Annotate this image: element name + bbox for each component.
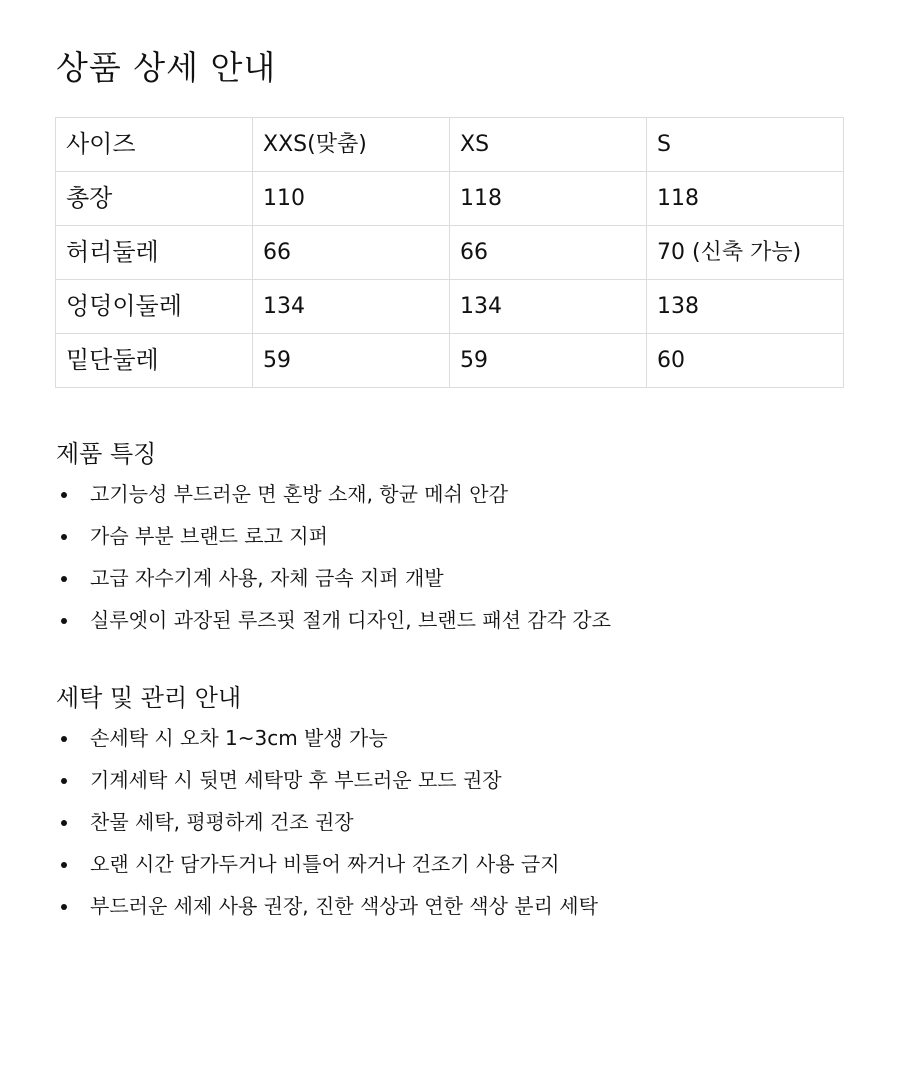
features-list xyxy=(56,473,856,641)
table-cell: 134 xyxy=(253,280,450,334)
table-row xyxy=(56,172,844,226)
list-item-text: 실루엣이 과장된 루즈핏 절개 디자인, 브랜드 패션 감각 강조 xyxy=(90,608,611,632)
list-item-text: 오랜 시간 담가두거나 비틀어 짜거나 건조기 사용 금지 xyxy=(90,852,560,876)
table-header-cell: 사이즈 xyxy=(56,118,253,172)
list-item-text: 고급 자수기계 사용, 자체 금속 지퍼 개발 xyxy=(90,566,444,590)
table-cell: 59 xyxy=(450,334,647,388)
table-row xyxy=(56,334,844,388)
table-cell: 134 xyxy=(450,280,647,334)
page-title: 상품 상세 안내 xyxy=(56,48,277,87)
size-table xyxy=(55,117,844,388)
table-cell: 118 xyxy=(450,172,647,226)
row-label: 밑단둘레 xyxy=(56,334,253,388)
table-header-cell: S xyxy=(647,118,844,172)
list-item-text: 찬물 세탁, 평평하게 건조 권장 xyxy=(90,810,354,834)
bullet-icon xyxy=(61,778,67,784)
row-label: 허리둘레 xyxy=(56,226,253,280)
table-cell: 110 xyxy=(253,172,450,226)
list-item xyxy=(56,759,856,801)
table-cell: 66 xyxy=(450,226,647,280)
list-item xyxy=(56,717,856,759)
row-label: 엉덩이둘레 xyxy=(56,280,253,334)
table-cell: 59 xyxy=(253,334,450,388)
list-item xyxy=(56,599,856,641)
table-header-row xyxy=(56,118,844,172)
table-cell: 66 xyxy=(253,226,450,280)
bullet-icon xyxy=(61,492,67,498)
bullet-icon xyxy=(61,534,67,540)
care-section xyxy=(56,680,856,927)
features-section xyxy=(56,436,856,641)
care-title: 세탁 및 관리 안내 xyxy=(56,684,242,712)
list-item xyxy=(56,515,856,557)
table-row xyxy=(56,280,844,334)
bullet-icon xyxy=(61,736,67,742)
list-item-text: 기계세탁 시 뒷면 세탁망 후 부드러운 모드 권장 xyxy=(90,768,502,792)
list-item xyxy=(56,885,856,927)
bullet-icon xyxy=(61,820,67,826)
bullet-icon xyxy=(61,576,67,582)
row-label: 총장 xyxy=(56,172,253,226)
features-title: 제품 특징 xyxy=(56,440,157,468)
list-item xyxy=(56,557,856,599)
table-cell: 70 (신축 가능) xyxy=(647,226,844,280)
list-item xyxy=(56,843,856,885)
table-row xyxy=(56,226,844,280)
bullet-icon xyxy=(61,904,67,910)
list-item-text: 고기능성 부드러운 면 혼방 소재, 항균 메쉬 안감 xyxy=(90,482,508,506)
bullet-icon xyxy=(61,862,67,868)
table-cell: 60 xyxy=(647,334,844,388)
table-cell: 118 xyxy=(647,172,844,226)
bullet-icon xyxy=(61,618,67,624)
list-item-text: 부드러운 세제 사용 권장, 진한 색상과 연한 색상 분리 세탁 xyxy=(90,894,598,918)
list-item-text: 손세탁 시 오차 1~3cm 발생 가능 xyxy=(90,726,388,750)
list-item xyxy=(56,473,856,515)
care-list xyxy=(56,717,856,927)
list-item xyxy=(56,801,856,843)
table-cell: 138 xyxy=(647,280,844,334)
table-header-cell: XXS(맞춤) xyxy=(253,118,450,172)
list-item-text: 가슴 부분 브랜드 로고 지퍼 xyxy=(90,524,328,548)
table-header-cell: XS xyxy=(450,118,647,172)
